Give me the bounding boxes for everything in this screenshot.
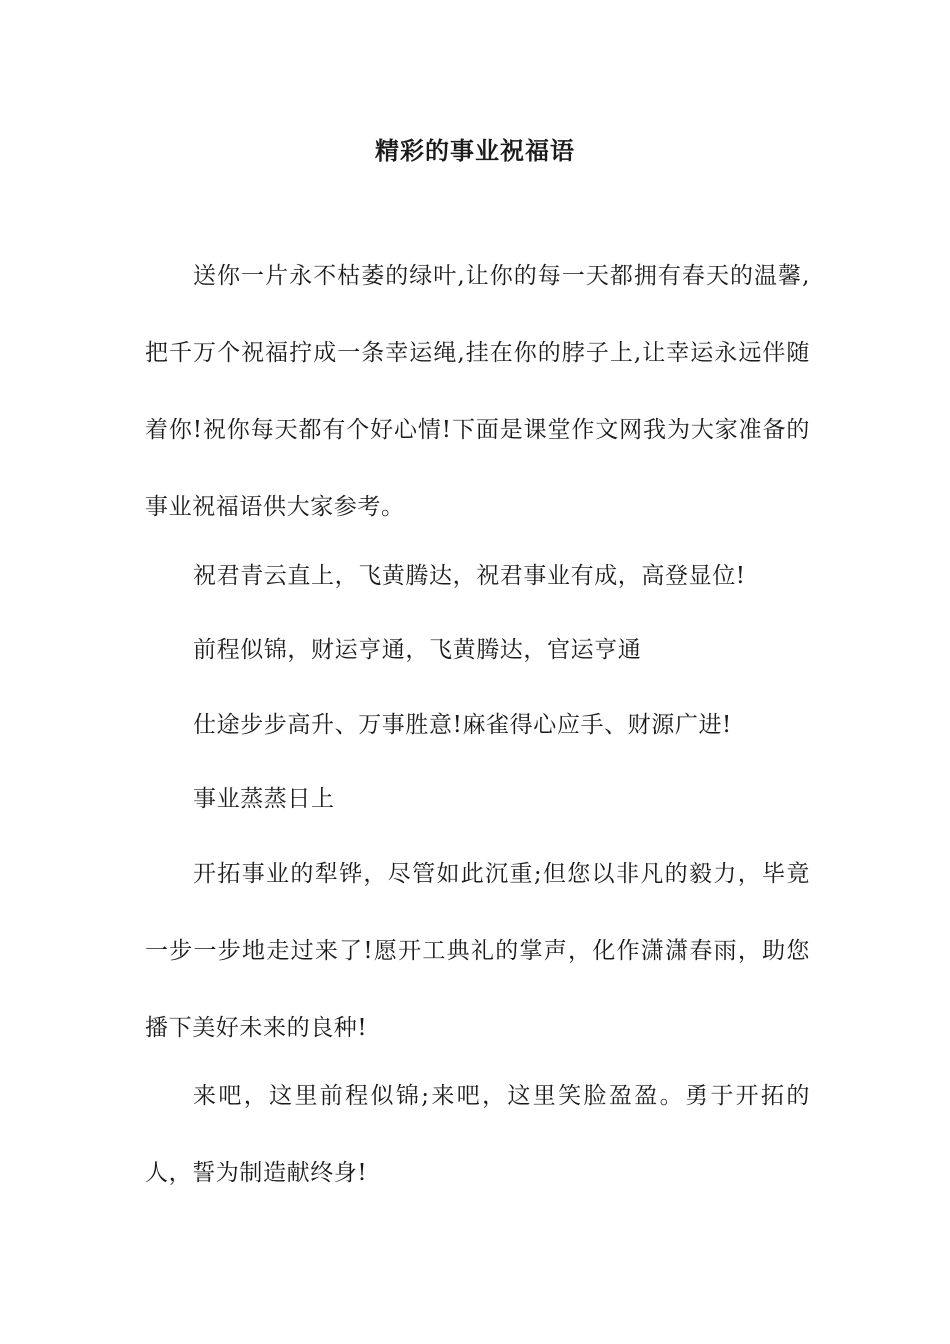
document-title: 精彩的事业祝福语 bbox=[375, 137, 575, 165]
paragraph-blessing-2: 前程似锦，财运亨通，飞黄腾达，官运亨通 bbox=[193, 637, 642, 663]
paragraph-blessing-6: 来吧，这里前程似锦;来吧，这里笑脸盈盈。勇于开拓的人，誓为制造献终身! bbox=[145, 1083, 810, 1186]
paragraph-blessing-3: 仕途步步高升、万事胜意!麻雀得心应手、财源广进! bbox=[193, 712, 732, 738]
paragraph-blessing-4: 事业蒸蒸日上 bbox=[193, 786, 335, 812]
paragraph-intro: 送你一片永不枯萎的绿叶,让你的每一天都拥有春天的温馨,把千万个祝福拧成一条幸运绳,挂在你的脖子上,让幸运永远伴随着你!祝你每天都有个好心情!下面是课堂作文网我为大家准备的事业祝福语供大家参考。 bbox=[145, 263, 810, 520]
paragraph-blessing-1: 祝君青云直上，飞黄腾达，祝君事业有成，高登显位! bbox=[193, 563, 746, 589]
paragraph-blessing-5: 开拓事业的犁铧，尽管如此沉重;但您以非凡的毅力，毕竟一步一步地走过来了!愿开工典礼的掌声，化作潇潇春雨，助您播下美好未来的良种! bbox=[145, 861, 810, 1041]
